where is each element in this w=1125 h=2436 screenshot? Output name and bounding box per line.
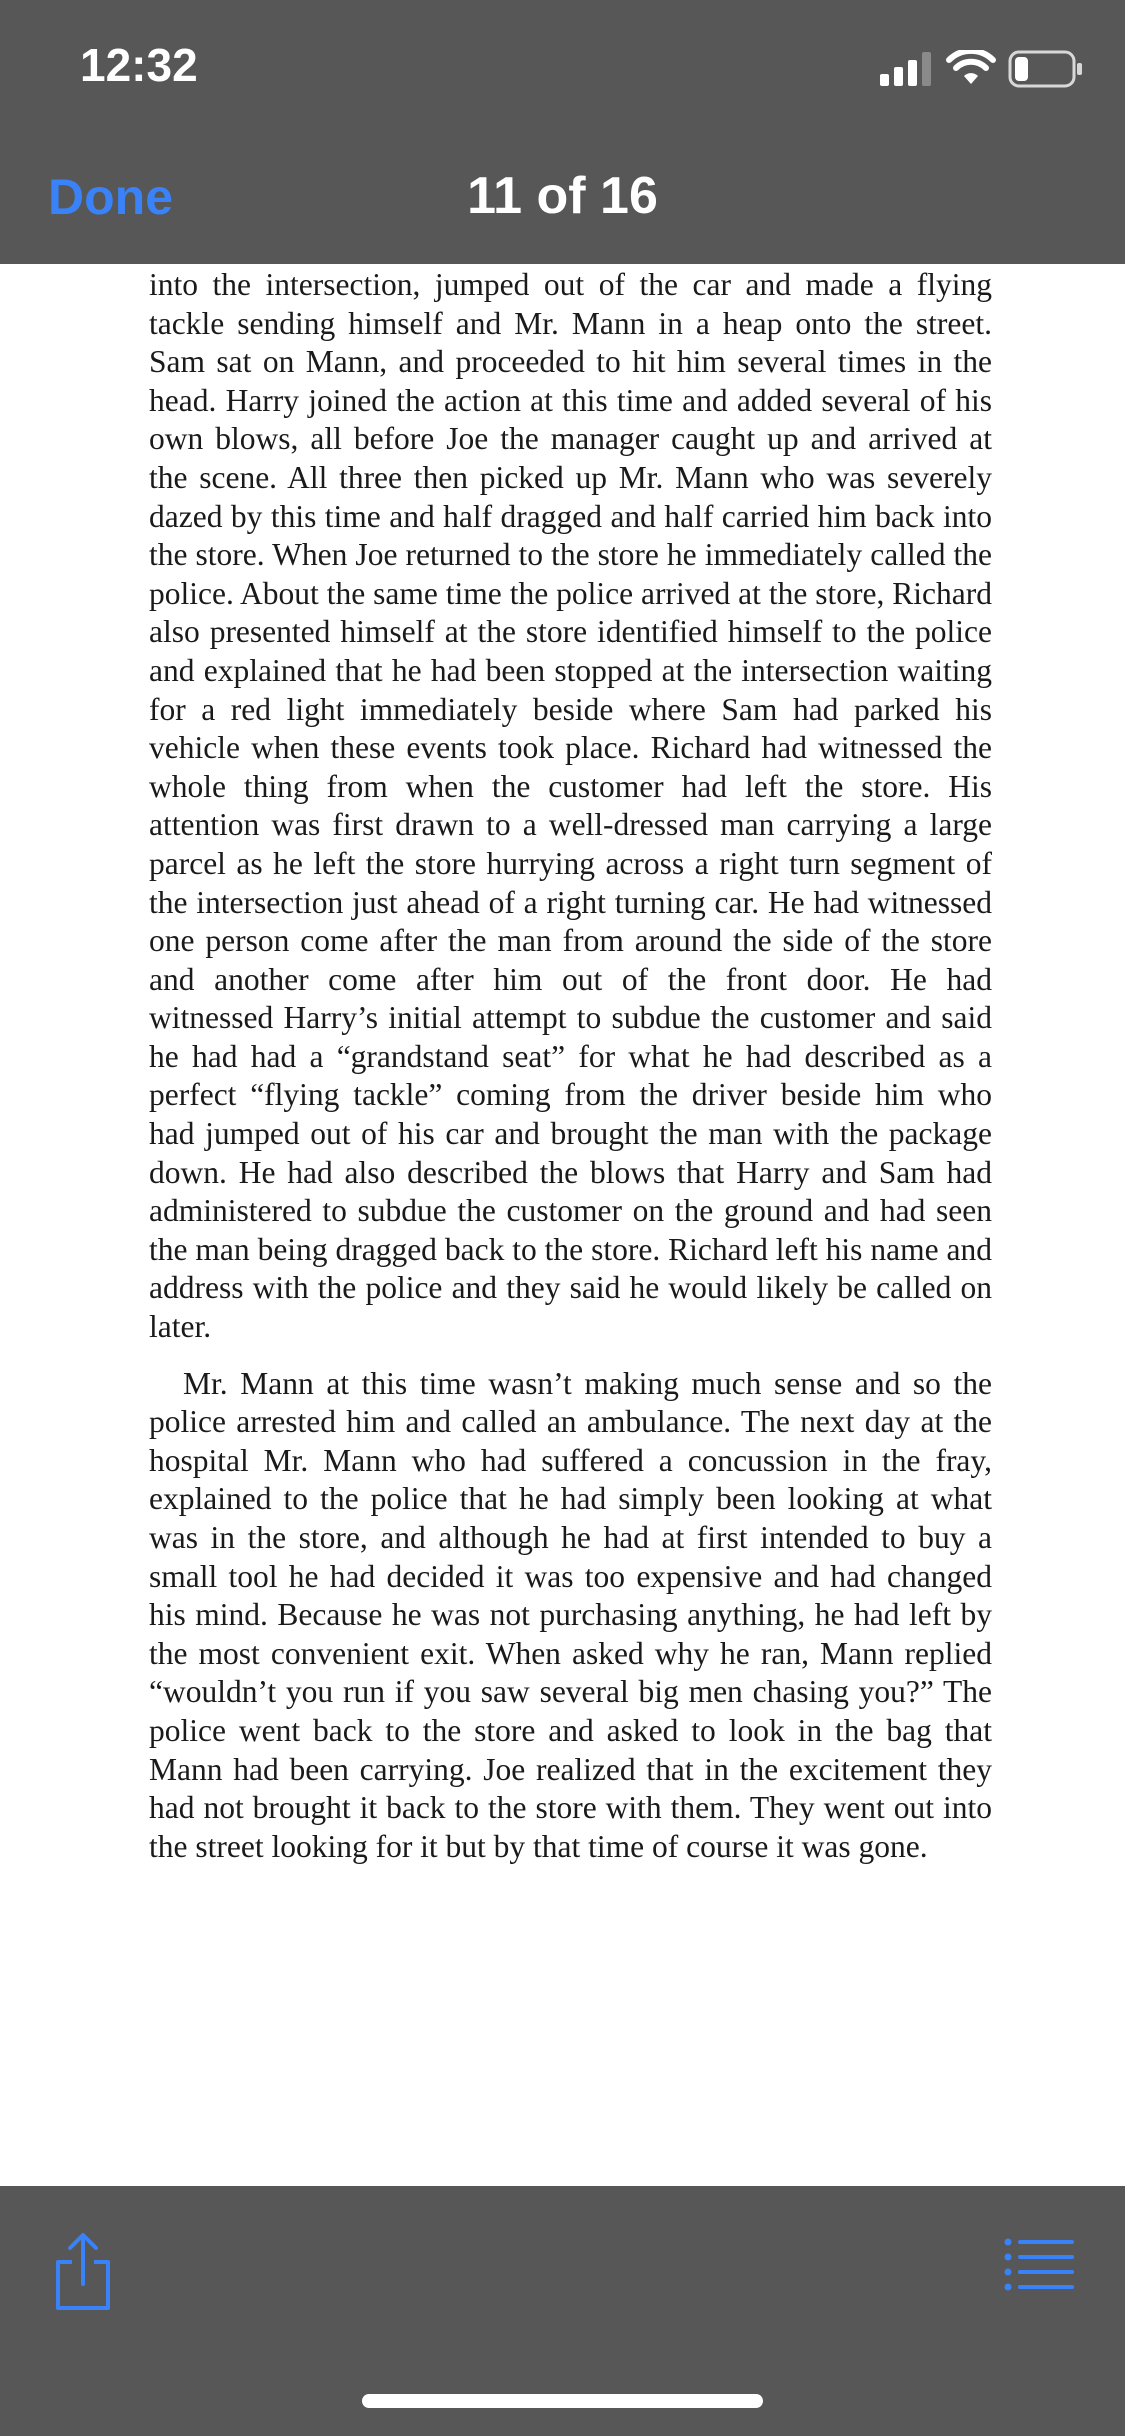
list-icon[interactable]	[1004, 2238, 1074, 2292]
top-bar	[0, 0, 1125, 264]
cellular-signal-icon	[880, 52, 934, 86]
document-page	[149, 266, 992, 2186]
document-paragraph: into the intersection, jumped out of the car and made a flying tackle sending himself and Mr. Mann in a heap onto the street. Sam sat on Mann, and proceeded to hit him several times in the head. Harry joined the action at this time and added several of his own blows, all before Joe the manager caught up and arrived at the scene. All three then picked up Mr. Mann who was severely dazed by this time and half dragged and half carried him back into the store. When Joe returned to the store he immediately called the police. About the same time the police arrived at the store, Richard also presented himself at the store identified himself to the police and explained that he had been stopped at the intersection waiting for a red light immediately beside where Sam had parked his vehicle when these events took place. Richard had witnessed the whole thing from when the customer had left the store. His attention was first drawn to a well-dressed man carrying a large parcel as he left the store hurrying across a right turn segment of the intersection just ahead of a right turning car. He had witnessed one person come after the man from around the side of the store and another come after him out of the front door. He had witnessed Harry’s initial attempt to subdue the customer and said he had had a “grandstand seat” for what he had described as a perfect “flying tackle” coming from the driver beside him who had jumped out of his car and brought the man with the package down. He had also described the blows that Harry and Sam had administered to subdue the customer on the ground and had seen the man being dragged back to the store. Richard left his name and address with the police and they said he would likely be called on later.	[149, 267, 992, 1345]
battery-icon	[1008, 50, 1084, 88]
document-paragraph: Mr. Mann at this time wasn’t making much sense and so the police arrested him and called an ambulance. The next day at the hospital Mr. Mann who had suffered a concussion in the fray, explained to the police that he had simply been looking at what was in the store, and although he had at first intended to buy a small tool he had decided it was too expensive and had changed his mind. Because he was not purchasing anything, he had left by the most convenient exit. When asked why he ran, Mann replied “wouldn’t you run if you saw several big men chasing you?” The police went back to the store and asked to look in the bag that Mann had been carrying. Joe realized that in the excitement they had not brought it back to the store with them. They went out into the street looking for it but by that time of course it was gone.	[149, 1365, 992, 1864]
share-icon[interactable]	[50, 2232, 116, 2312]
page-counter-title: 11 of 16	[467, 167, 658, 225]
home-indicator[interactable]	[362, 2394, 763, 2408]
status-time: 12:32	[80, 39, 198, 91]
done-button[interactable]: Done	[48, 169, 173, 225]
wifi-icon	[946, 50, 996, 86]
